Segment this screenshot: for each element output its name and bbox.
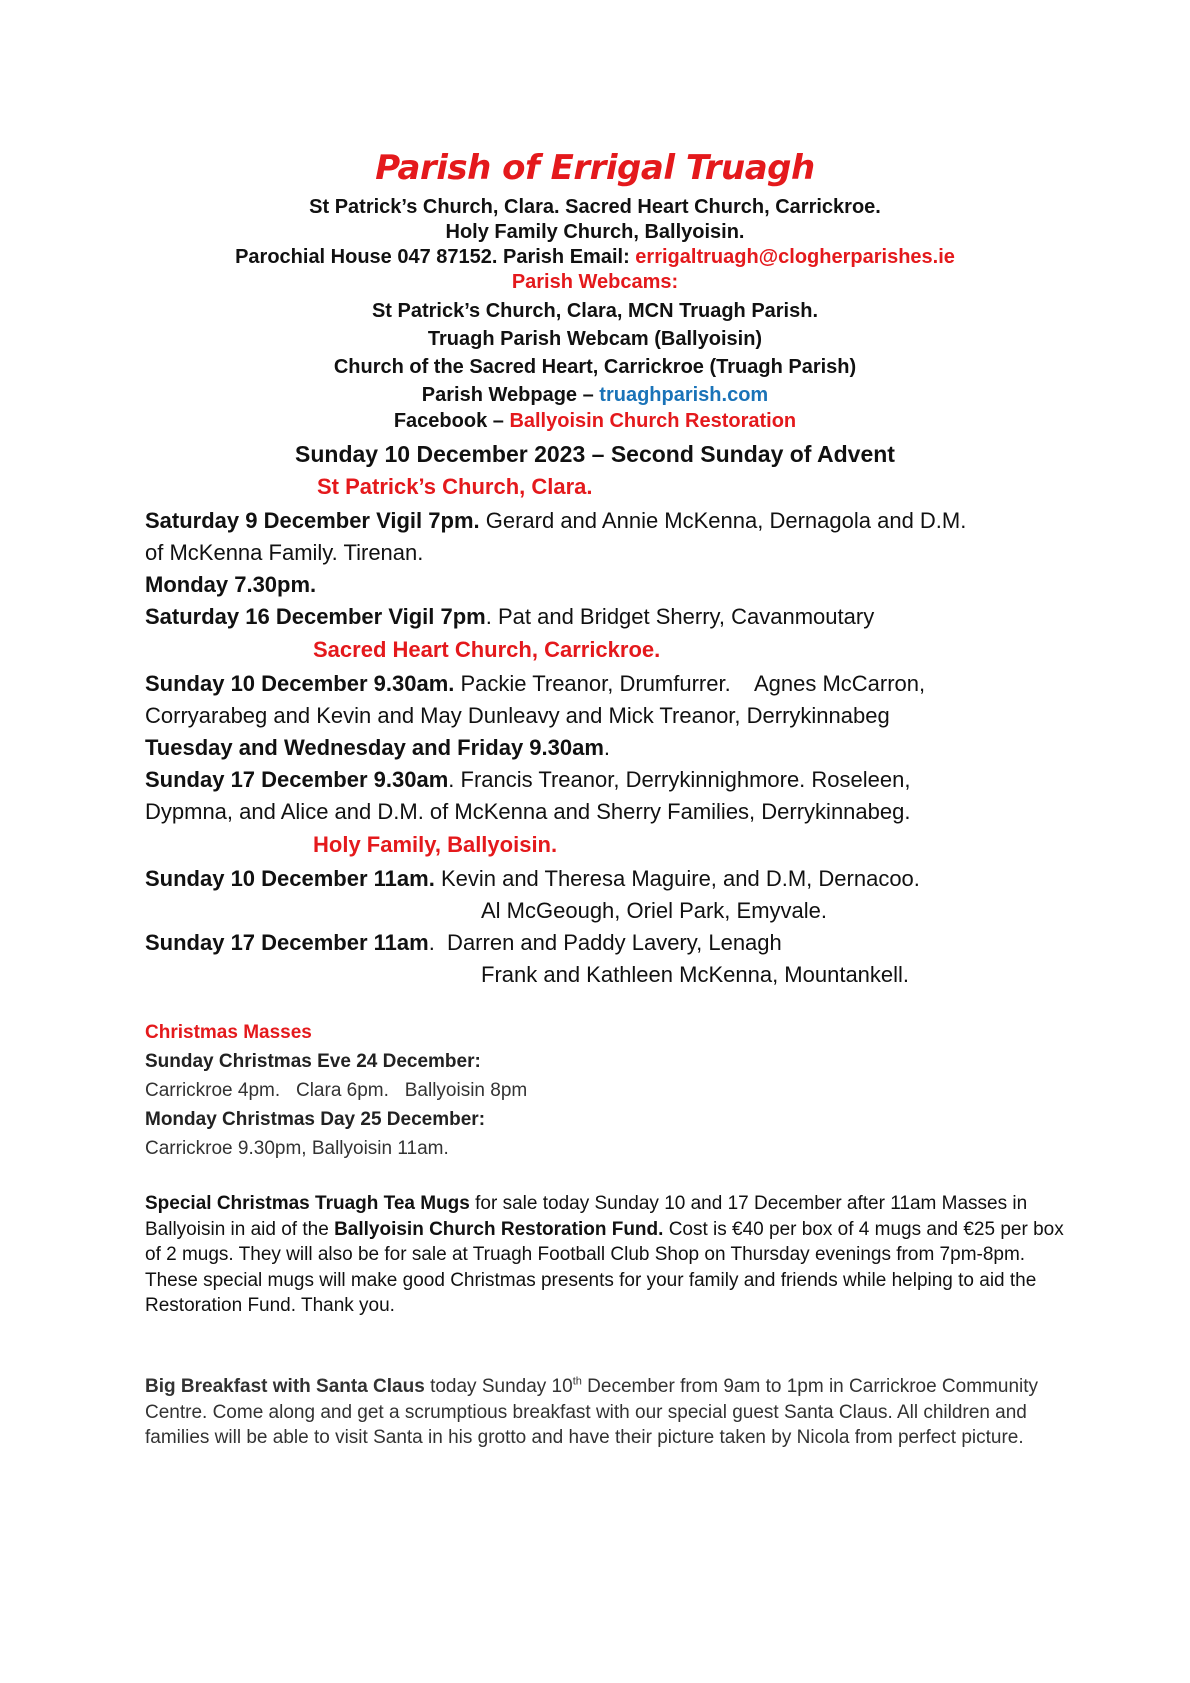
ballyoisin-mass-2-cont: Frank and Kathleen McKenna, Mountankell. xyxy=(481,962,910,987)
christmas-heading xyxy=(145,1018,1065,1047)
mugs-text-2: Cost is €40 per box of 4 mugs and €25 per box of 2 mugs. They will also be for sale at Truagh Football Club Shop on Thursday evenings from 7pm-8pm. These special mugs will make good Christmas presents for your family and friends while helping to aid the Restoration Fund. Thank you. xyxy=(145,1218,1064,1316)
ballyoisin-mass-2 xyxy=(145,927,1065,959)
carrickroe-mass-2-time: Tuesday and Wednesday and Friday 9.30am xyxy=(145,735,604,760)
clara-mass-3 xyxy=(145,601,1065,633)
christmas-heading-text: Christmas Masses xyxy=(145,1022,312,1043)
mugs-paragraph xyxy=(145,1191,1075,1319)
clara-mass-1 xyxy=(145,505,1065,537)
clara-mass-1-intentions: Gerard and Annie McKenna, Dernagola and D.M. xyxy=(479,508,967,533)
mugs-fund-name: Ballyoisin Church Restoration Fund. xyxy=(334,1218,664,1240)
ballyoisin-mass-2-intentions: . Darren and Paddy Lavery, Lenagh xyxy=(428,930,782,955)
webpage-line xyxy=(0,383,1190,407)
clara-mass-2 xyxy=(145,569,1065,601)
breakfast-title: Big Breakfast with Santa Claus xyxy=(145,1376,425,1397)
clara-mass-1-time: Saturday 9 December Vigil 7pm. xyxy=(145,508,480,533)
ballyoisin-mass-2-time: Sunday 17 December 11am xyxy=(145,930,429,955)
ballyoisin-mass-1-intentions: Kevin and Theresa Maguire, and D.M, Dernacoo. xyxy=(434,866,920,891)
contact-line xyxy=(0,245,1190,269)
carrickroe-heading: Sacred Heart Church, Carrickroe. xyxy=(313,637,661,662)
churches-line-1: St Patrick’s Church, Clara. Sacred Heart Church, Carrickroe. xyxy=(309,196,881,218)
carrickroe-mass-3-cont: Dypmna, and Alice and D.M. of McKenna and Sherry Families, Derrykinnabeg. xyxy=(145,799,911,824)
webcams-heading: Parish Webcams: xyxy=(511,271,679,293)
carrickroe-mass-1-time: Sunday 10 December 9.30am. xyxy=(145,671,455,696)
carrickroe-mass-3 xyxy=(145,764,1065,796)
webpage-link[interactable]: truaghparish.com xyxy=(599,384,769,406)
clara-mass-3-time: Saturday 16 December Vigil 7pm xyxy=(145,604,486,629)
christmas-day-times: Carrickroe 9.30pm, Ballyoisin 11am. xyxy=(145,1138,449,1159)
ballyoisin-mass-1-time: Sunday 10 December 11am. xyxy=(145,866,435,891)
carrickroe-mass-2 xyxy=(145,732,1065,764)
facebook-prefix: Facebook – xyxy=(393,410,510,432)
breakfast-text-1: today Sunday 10 xyxy=(424,1376,573,1397)
christmas-day-label-text: Monday Christmas Day 25 December: xyxy=(145,1109,486,1130)
ballyoisin-mass-1-cont: Al McGeough, Oriel Park, Emyvale. xyxy=(481,898,828,923)
facebook-line xyxy=(0,409,1190,433)
christmas-eve-label xyxy=(145,1047,1065,1076)
date-line: Sunday 10 December 2023 – Second Sunday of Advent xyxy=(295,441,895,467)
breakfast-text-2: December from 9am to 1pm in Carrickroe Community Centre. Come along and get a scrumptious breakfast with our special guest Santa Claus. All children and families will be able to visit Santa in his grotto and have their picture taken by Nicola from perfect picture. xyxy=(145,1376,1039,1448)
webcam-clara: St Patrick’s Church, Clara, MCN Truagh Parish. xyxy=(371,300,819,322)
mugs-text-1: for sale today Sunday 10 and 17 December after 11am Masses in Ballyoisin in aid of the xyxy=(145,1193,1028,1240)
clara-mass-3-intentions: . Pat and Bridget Sherry, Cavanmoutary xyxy=(485,604,875,629)
contact-prefix: Parochial House 047 87152. Parish Email: xyxy=(235,246,636,268)
breakfast-paragraph xyxy=(145,1374,1075,1451)
carrickroe-mass-2-end: . xyxy=(603,735,611,760)
christmas-day-label xyxy=(145,1105,1065,1134)
email-link[interactable]: errigaltruagh@clogherparishes.ie xyxy=(635,246,955,268)
clara-heading: St Patrick’s Church, Clara. xyxy=(317,474,593,499)
page-title: Parish of Errigal Truagh xyxy=(375,148,815,188)
churches-line-2: Holy Family Church, Ballyoisin. xyxy=(445,221,745,243)
facebook-link[interactable]: Ballyoisin Church Restoration xyxy=(509,410,797,432)
breakfast-ordinal: th xyxy=(572,1375,582,1388)
ballyoisin-mass-1 xyxy=(145,863,1065,895)
clara-mass-2-time: Monday 7.30pm. xyxy=(145,572,317,597)
clara-mass-1-cont: of McKenna Family. Tirenan. xyxy=(145,540,424,565)
carrickroe-mass-1-cont: Corryarabeg and Kevin and May Dunleavy and Mick Treanor, Derrykinnabeg xyxy=(145,703,890,728)
christmas-eve-label-text: Sunday Christmas Eve 24 December: xyxy=(145,1051,481,1072)
christmas-eve-times: Carrickroe 4pm. Clara 6pm. Ballyoisin 8pm xyxy=(145,1080,528,1101)
mugs-title: Special Christmas Truagh Tea Mugs xyxy=(145,1193,470,1214)
webcam-ballyoisin: Truagh Parish Webcam (Ballyoisin) xyxy=(427,328,763,350)
carrickroe-mass-3-intentions: . Francis Treanor, Derrykinnighmore. Roseleen, xyxy=(448,767,911,792)
carrickroe-mass-1 xyxy=(145,668,1065,700)
webcam-carrickroe: Church of the Sacred Heart, Carrickroe (Truagh Parish) xyxy=(333,356,857,378)
carrickroe-mass-3-time: Sunday 17 December 9.30am xyxy=(145,767,449,792)
webpage-prefix: Parish Webpage – xyxy=(421,384,600,406)
ballyoisin-heading: Holy Family, Ballyoisin. xyxy=(313,832,558,857)
carrickroe-mass-1-intentions: Packie Treanor, Drumfurrer. Agnes McCarron, xyxy=(454,671,926,696)
